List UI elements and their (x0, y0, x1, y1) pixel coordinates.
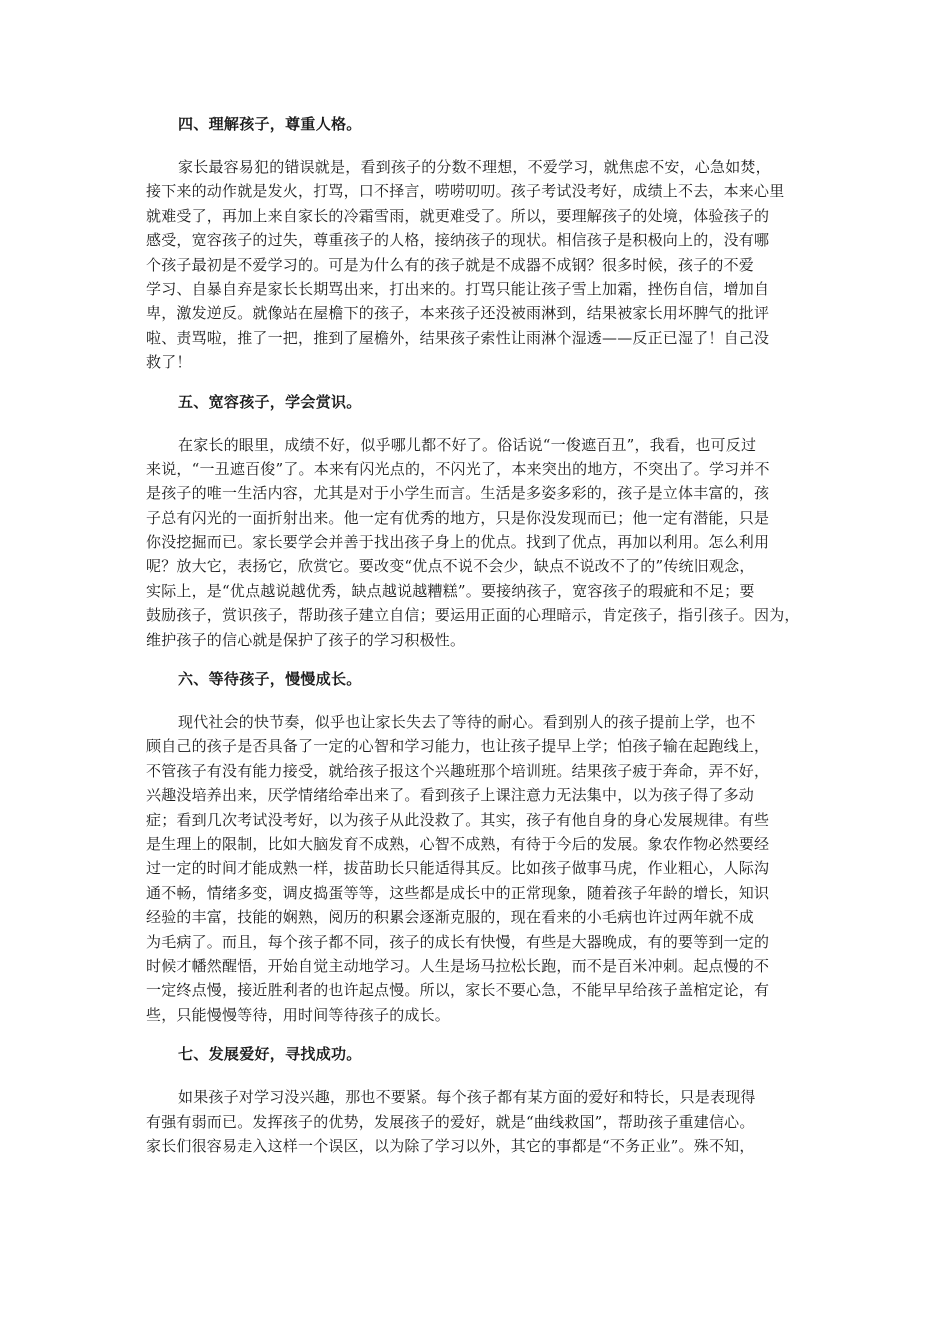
paragraph-line: 些，只能慢慢等待，用时间等待孩子的成长。 (146, 1005, 451, 1024)
paragraph-line: 不管孩子有没有能力接受，就给孩子报这个兴趣班那个培训班。结果孩子疲于奔命，弄不好， (146, 761, 770, 780)
paragraph-line: 经验的丰富，技能的娴熟，阅历的积累会逐渐克服的，现在看来的小毛病也许过两年就不成 (146, 908, 755, 927)
paragraph-line: 就难受了，再加上来自家长的冷霜雪雨，就更难受了。所以，要理解孩子的处境，体验孩子的 (146, 206, 770, 225)
paragraph-line: 在家长的眼里，成绩不好，似乎哪儿都不好了。俗话说“一俊遮百丑”，我看，也可反过 (178, 435, 757, 454)
paragraph-line: 通不畅，情绪多变，调皮捣蛋等等，这些都是成长中的正常现象，随着孩子年龄的增长，知识 (146, 883, 770, 902)
paragraph-line: 兴趣没培养出来，厌学情绪给牵出来了。看到孩子上课注意力无法集中，以为孩子得了多动 (146, 786, 755, 805)
paragraph-line: 现代社会的快节奏，似乎也让家长失去了等待的耐心。看到别人的孩子提前上学，也不 (178, 713, 756, 732)
section-paragraph-7 (146, 1085, 816, 1158)
paragraph-line: 救了！ (146, 353, 192, 372)
paragraph-line: 个孩子最初是不爱学习的。可是为什么有的孩子就是不成器不成钢？很多时候，孩子的不爱 (146, 255, 755, 274)
paragraph-line: 如果孩子对学习没兴趣，那也不要紧。每个孩子都有某方面的爱好和特长，只是表现得 (178, 1088, 756, 1107)
paragraph-line: 过一定的时间才能成熟一样，拔苗助长只能适得其反。比如孩子做事马虎，作业粗心，人际沟 (146, 859, 770, 878)
paragraph-line: 是孩子的唯一生活内容，尤其是对于小学生而言。生活是多姿多彩的，孩子是立体丰富的，孩 (146, 484, 770, 503)
paragraph-line: 卑，激发逆反。就像站在屋檐下的孩子，本来孩子还没被雨淋到，结果被家长用坏脾气的批评 (146, 304, 770, 323)
paragraph-line: 鼓励孩子，赏识孩子，帮助孩子建立自信；要运用正面的心理暗示，肯定孩子，指引孩子。因为， (146, 606, 800, 625)
paragraph-line: 家长最容易犯的错误就是，看到孩子的分数不理想，不爱学习，就焦虑不安，心急如焚， (178, 158, 771, 176)
paragraph-line: 为毛病了。而且，每个孩子都不同，孩子的成长有快慢，有些是大器晚成，有的要等到一定的 (146, 932, 770, 951)
paragraph-line: 呢？放大它，表扬它，欣赏它。要改变“优点不说不会少，缺点不说改不了的”传统旧观念， (146, 557, 755, 576)
section-heading-6: 六、等待孩子，慢慢成长。 (178, 670, 362, 689)
paragraph-line: 子总有闪光的一面折射出来。他一定有优秀的地方，只是你没发现而已；他一定有潜能，只是 (146, 508, 770, 527)
paragraph-line: 家长们很容易走入这样一个误区，以为除了学习以外，其它的事都是“不务正业”。殊不知， (146, 1136, 755, 1155)
section-heading-7: 七、发展爱好，寻找成功。 (178, 1045, 362, 1064)
section-heading-4: 四、理解孩子，尊重人格。 (178, 115, 362, 133)
document-page (146, 112, 816, 1158)
paragraph-line: 有强有弱而已。发挥孩子的优势，发展孩子的爱好，就是“曲线救国”，帮助孩子重建信心。 (146, 1112, 755, 1131)
paragraph-line: 啦、责骂啦，推了一把，推到了屋檐外，结果孩子索性让雨淋个湿透——反正已湿了！自己没 (146, 328, 770, 347)
section-heading-5: 五、宽容孩子，学会赏识。 (178, 392, 362, 411)
section-paragraph-5 (146, 433, 816, 653)
paragraph-line: 症；看到几次考试没考好，以为孩子从此没救了。其实，孩子有他自身的身心发展规律。有些 (146, 810, 770, 829)
paragraph-line: 是生理上的限制，比如大脑发育不成熟，心智不成熟，有待于今后的发展。象农作物必然要经 (146, 834, 770, 853)
paragraph-line: 时候才幡然醒悟，开始自觉主动地学习。人生是场马拉松长跑，而不是百米冲刺。起点慢的不 (146, 956, 770, 975)
paragraph-line: 感受，宽容孩子的过失，尊重孩子的人格，接纳孩子的现状。相信孩子是积极向上的，没有哪 (146, 231, 770, 250)
paragraph-line: 接下来的动作就是发火，打骂，口不择言，唠唠叨叨。孩子考试没考好，成绩上不去，本来心里 (146, 182, 785, 201)
paragraph-line: 你没挖掘而已。家长要学会并善于找出孩子身上的优点。找到了优点，再加以利用。怎么利用 (146, 533, 770, 552)
section-paragraph-6 (146, 710, 816, 1027)
section-paragraph-4 (146, 155, 816, 375)
paragraph-line: 来说，“一丑遮百俊”了。本来有闪光点的，不闪光了，本来突出的地方，不突出了。学习并不 (146, 459, 770, 478)
paragraph-line: 一定终点慢，接近胜利者的也许起点慢。所以，家长不要心急，不能早早给孩子盖棺定论，有 (146, 981, 770, 1000)
paragraph-line: 顾自己的孩子是否具备了一定的心智和学习能力，也让孩子提早上学；怕孩子输在起跑线上， (146, 737, 770, 756)
paragraph-line: 学习、自暴自弃是家长长期骂出来，打出来的。打骂只能让孩子雪上加霜，挫伤自信，增加自 (146, 279, 770, 298)
paragraph-line: 维护孩子的信心就是保护了孩子的学习积极性。 (146, 630, 466, 649)
paragraph-line: 实际上，是“优点越说越优秀，缺点越说越糟糕”。要接纳孩子，宽容孩子的瑕疵和不足；要 (146, 581, 755, 600)
